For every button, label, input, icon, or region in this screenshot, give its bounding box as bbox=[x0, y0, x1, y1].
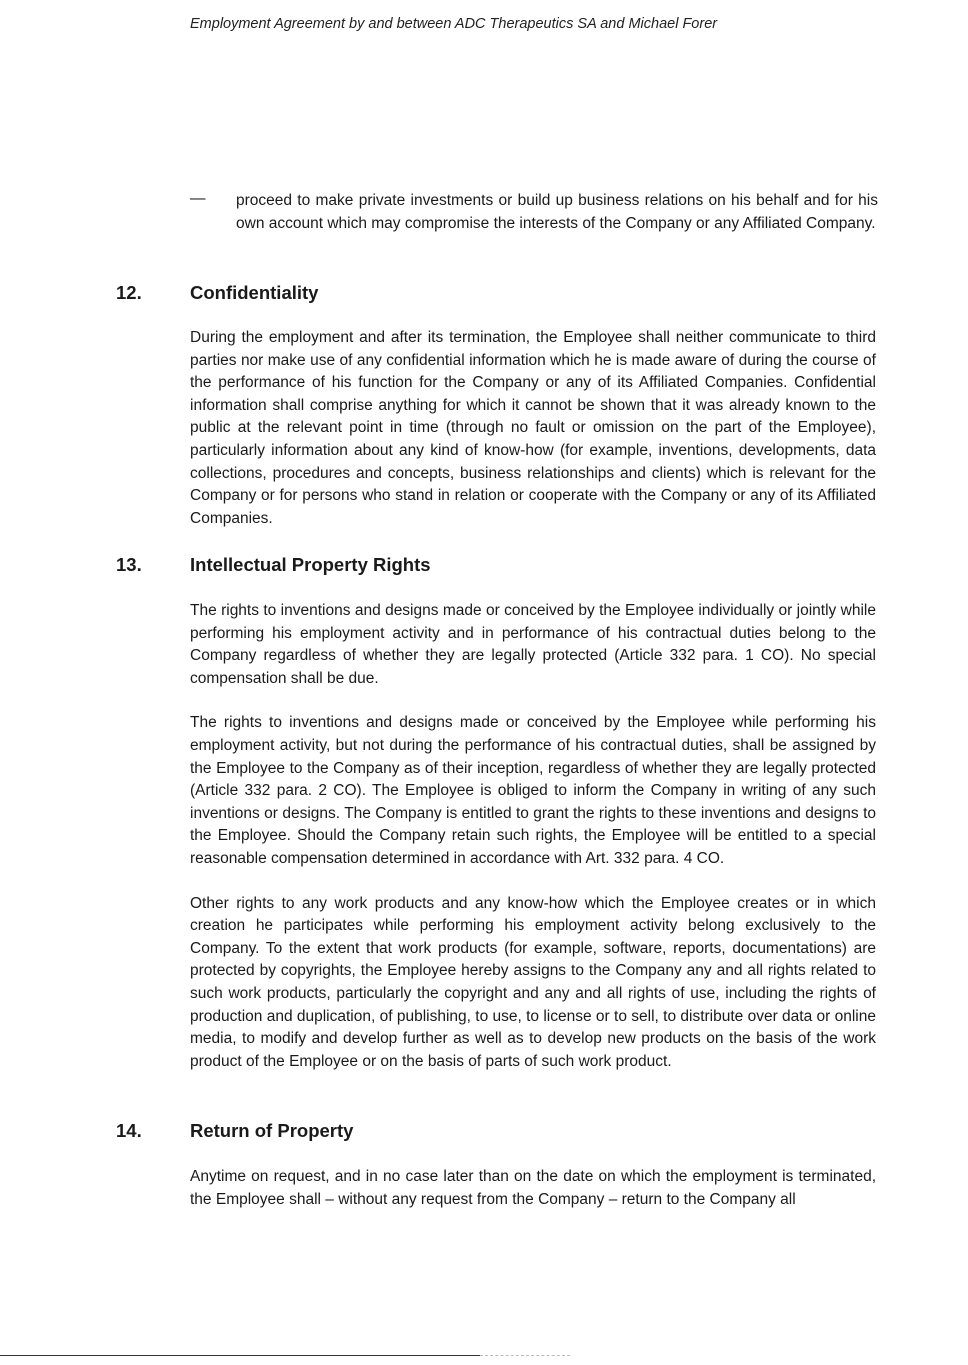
section-14-body bbox=[190, 1166, 876, 1211]
footer-rule-faint bbox=[480, 1355, 570, 1356]
section-13-body bbox=[190, 600, 876, 1073]
section-12-title: Confidentiality bbox=[190, 282, 319, 303]
section-14-title: Return of Property bbox=[190, 1120, 354, 1141]
bullet-dash: — bbox=[190, 190, 206, 207]
bullet-text: proceed to make private investments or build up business relations on his behalf and for his own account which may compromise the interests of the Company or any Affiliated Company. bbox=[236, 192, 878, 232]
section-13-paragraph-2: The rights to inventions and designs made or conceived by the Employee while performing his employment activity, but not during the performance of his contractual duties, shall be assigned by the Employee to the Company as of their inception, regardless of whether they are legally protected (Article 332 para. 2 CO). The Employee is obliged to inform the Company in writing of any such inventions or designs. The Company is entitled to grant the rights to these inventions and designs to the Employee. Should the Company retain such rights, the Employee will be entitled to a special reasonable compensation determined in accordance with Art. 332 para. 4 CO. bbox=[190, 714, 876, 867]
page-header: Employment Agreement by and between ADC Therapeutics SA and Michael Forer bbox=[190, 16, 718, 32]
section-13-paragraph-3: Other rights to any work products and any know-how which the Employee creates or in which creation he participates while performing his employment activity belong exclusively to the Company. To the extent that work products (for example, software, reports, documentations) are protected by copyrights, the Employee hereby assigns to the Company any and all rights related to such work products, particularly the copyright and any and all rights of use, including the rights of production and duplication, of publishing, to use, to license or to sell, to distribute over data or online media, to modify and develop further as well as to develop new products on the basis of the work product of the Employee or on the basis of parts of such work product. bbox=[190, 894, 876, 1070]
footer-rule bbox=[0, 1355, 480, 1356]
section-12-body bbox=[190, 327, 876, 530]
section-13-number: 13. bbox=[116, 554, 142, 575]
section-13-title: Intellectual Property Rights bbox=[190, 554, 431, 575]
section-14-number: 14. bbox=[116, 1120, 142, 1141]
section-13-paragraph-1: The rights to inventions and designs made or conceived by the Employee individually or jointly while performing his employment activity and in performance of his contractual duties belong to the Company regardless of whether they are legally protected (Article 332 para. 1 CO). No special compensation shall be due. bbox=[190, 602, 876, 687]
section-12-paragraph-1: During the employment and after its termination, the Employee shall neither communicate to third parties nor make use of any confidential information which he is made aware of during the course of the performance of his function for the Company or any of its Affiliated Companies. Confidential information shall comprise anything for which it cannot be shown that it was already known to the public at the relevant point in time (through no fault or omission on the part of the Employee), particularly information about any kind of know-how (for example, inventions, developments, data collections, procedures and concepts, business relationships and clients) which is relevant for the Company or for persons who stand in relation or cooperate with the Company or any of its Affiliated Companies. bbox=[190, 329, 876, 527]
section-12-number: 12. bbox=[116, 282, 142, 303]
section-14-paragraph-1: Anytime on request, and in no case later than on the date on which the employment is terminated, the Employee shall – without any request from the Company – return to the Company all bbox=[190, 1168, 876, 1208]
continuation-bullet bbox=[190, 190, 878, 235]
